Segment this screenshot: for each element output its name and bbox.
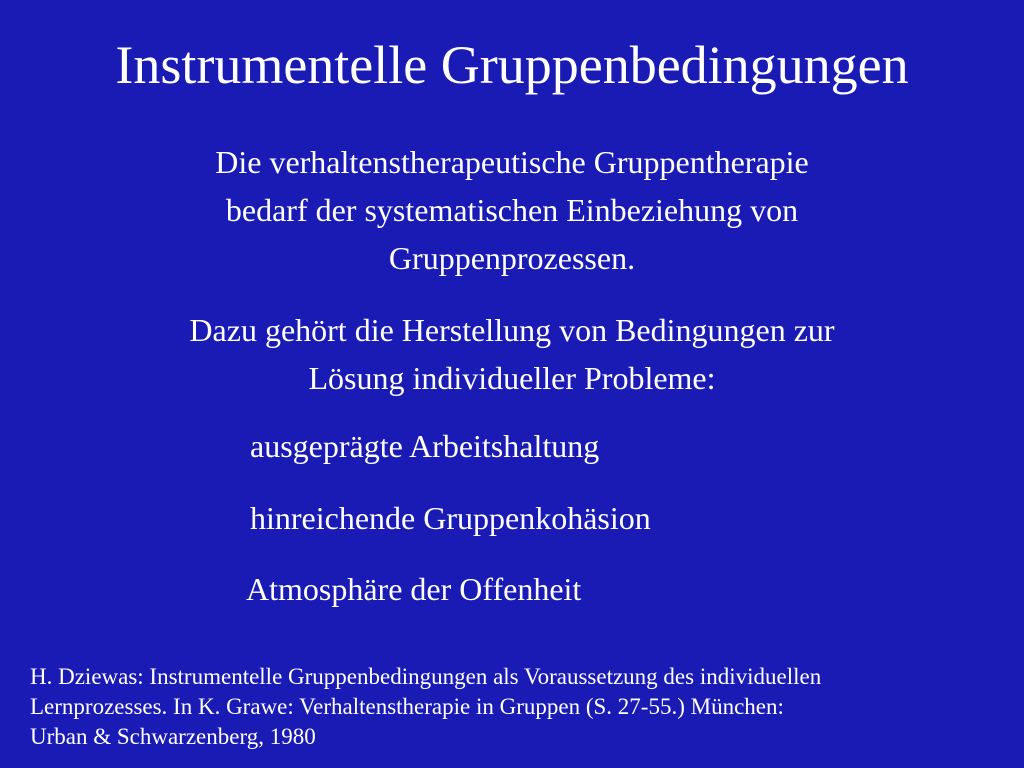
list-item: Atmosphäre der Offenheit bbox=[246, 571, 582, 607]
intro-paragraph bbox=[60, 138, 964, 282]
reference-line-3: Urban & Schwarzenberg, 1980 bbox=[30, 724, 316, 749]
list-item: hinreichende Gruppenkohäsion bbox=[250, 500, 651, 536]
reference-citation bbox=[30, 662, 1010, 752]
intro-line-1: Die verhaltenstherapeutische Gruppentherapie bbox=[215, 144, 809, 180]
slide-title: Instrumentelle Gruppenbedingungen bbox=[115, 35, 909, 95]
conditions-paragraph bbox=[60, 306, 964, 402]
conditions-line-2: Lösung individueller Probleme: bbox=[308, 360, 716, 396]
list-item: ausgeprägte Arbeitshaltung bbox=[250, 428, 600, 464]
conditions-line-1: Dazu gehört die Herstellung von Bedingungen zur bbox=[189, 312, 835, 348]
intro-line-3: Gruppenprozessen. bbox=[388, 240, 636, 276]
intro-line-2: bedarf der systematischen Einbeziehung von bbox=[225, 192, 799, 228]
reference-line-2: Lernprozesses. In K. Grawe: Verhaltenstherapie in Gruppen (S. 27-55.) München: bbox=[30, 694, 784, 719]
reference-line-1: H. Dziewas: Instrumentelle Gruppenbedingungen als Voraussetzung des individuellen bbox=[30, 664, 822, 689]
